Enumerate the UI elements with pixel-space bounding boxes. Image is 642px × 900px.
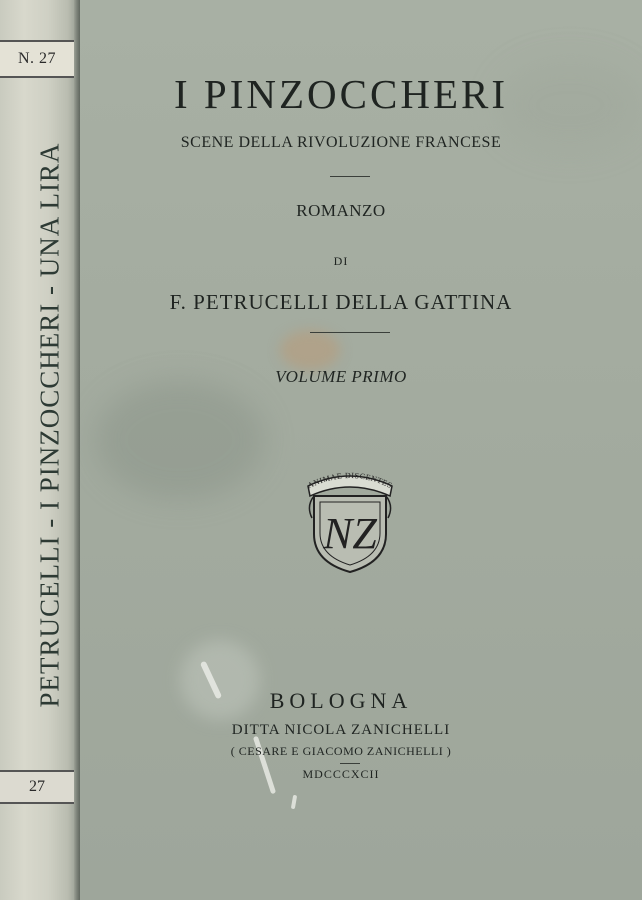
spine-title: PETRUCELLI - I PINZOCCHERI - UNA LIRA — [34, 142, 65, 708]
publisher-crest-icon — [302, 466, 398, 576]
book-title: I PINZOCCHERI — [174, 71, 508, 117]
book-author: F. PETRUCELLI DELLA GATTINA — [169, 290, 513, 314]
volume-label: VOLUME PRIMO — [275, 367, 407, 386]
crest-motto: ANIMAE DISCENTES — [306, 470, 394, 491]
publication-city: BOLOGNA — [269, 688, 413, 713]
author-preposition: DI — [333, 254, 349, 268]
spine-bottom-number: 27 — [0, 770, 74, 804]
publication-year: MDCCCXCII — [302, 767, 380, 781]
divider — [310, 332, 390, 333]
cover-text-block — [80, 0, 642, 900]
divider — [330, 176, 370, 177]
publisher-name: DITTA NICOLA ZANICHELLI — [231, 722, 451, 738]
publisher-imprint: ( CESARE E GIACOMO ZANICHELLI ) — [230, 744, 452, 758]
book-genre: ROMANZO — [296, 201, 386, 220]
book-subtitle: SCENE DELLA RIVOLUZIONE FRANCESE — [180, 134, 502, 151]
spine-number-label: N. 27 — [0, 40, 74, 78]
divider — [340, 763, 360, 764]
crest-monogram: NZ — [323, 509, 377, 558]
